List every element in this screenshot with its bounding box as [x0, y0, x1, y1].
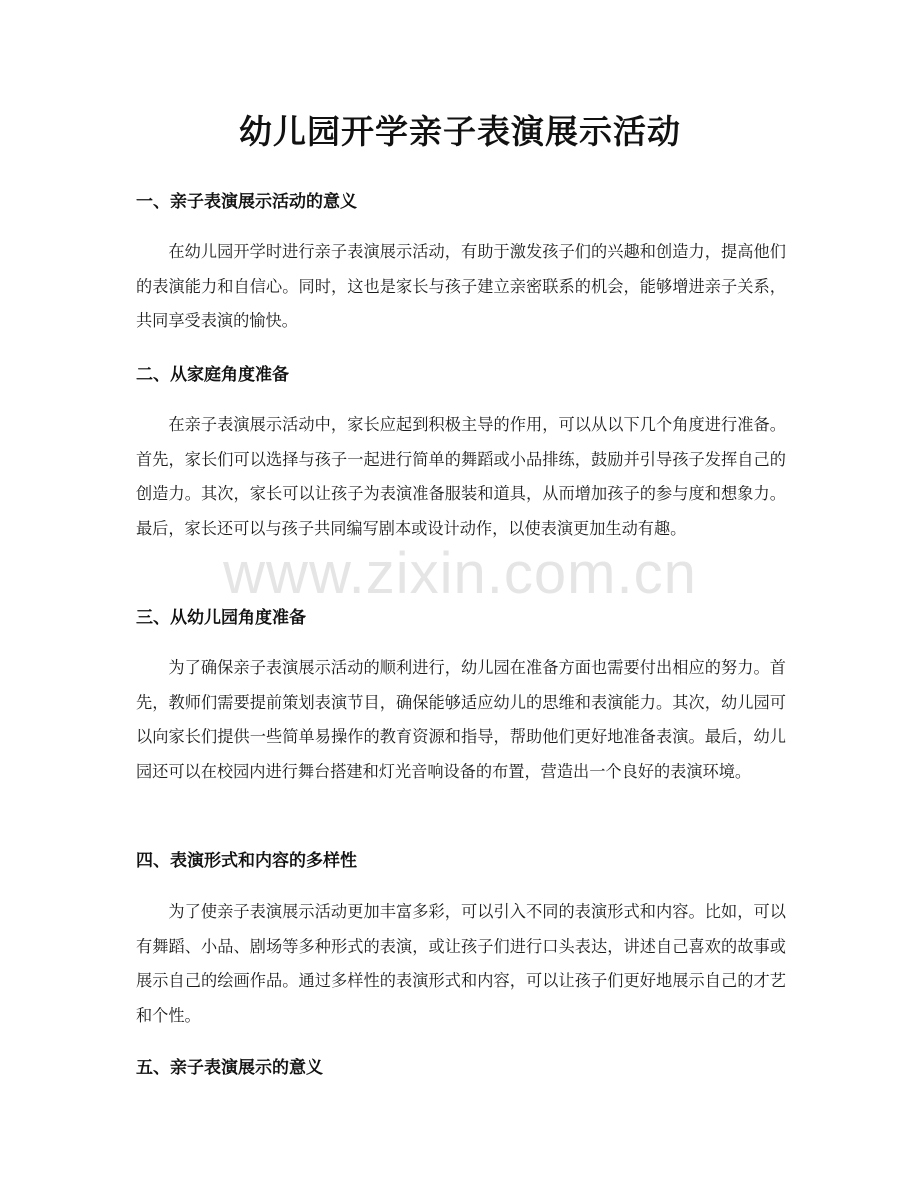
section-heading-5: 五、亲子表演展示的意义: [136, 1058, 323, 1078]
section-paragraph-4: 为了使亲子表演展示活动更加丰富多彩，可以引入不同的表演形式和内容。比如，可以有舞蹈、小品、剧场等多种形式的表演，或让孩子们进行口头表达，讲述自己喜欢的故事或展示自己的绘画作品。通过多样性的表演形式和内容，可以让孩子们更好地展示自己的才艺和个性。: [136, 902, 786, 1025]
section-paragraph-2: 在亲子表演展示活动中，家长应起到积极主导的作用，可以从以下几个角度进行准备。首先，家长们可以选择与孩子一起进行简单的舞蹈或小品排练，鼓励并引导孩子发挥自己的创造力。其次，家长可以让孩子为表演准备服装和道具，从而增加孩子的参与度和想象力。最后，家长还可以与孩子共同编写剧本或设计动作，以使表演更加生动有趣。: [136, 415, 786, 538]
section-heading-4: 四、表演形式和内容的多样性: [136, 851, 357, 871]
section-paragraph-3: 为了确保亲子表演展示活动的顺利进行，幼儿园在准备方面也需要付出相应的努力。首先，教师们需要提前策划表演节目，确保能够适应幼儿的思维和表演能力。其次，幼儿园可以向家长们提供一些简单易操作的教育资源和指导，帮助他们更好地准备表演。最后，幼儿园还可以在校园内进行舞台搭建和灯光音响设备的布置，营造出一个良好的表演环境。: [136, 658, 786, 781]
section-paragraph-1: 在幼儿园开学时进行亲子表演展示活动，有助于激发孩子们的兴趣和创造力，提高他们的表演能力和自信心。同时，这也是家长与孩子建立亲密联系的机会，能够增进亲子关系，共同享受表演的愉快。: [136, 242, 786, 330]
section-heading-1: 一、亲子表演展示活动的意义: [136, 192, 357, 212]
watermark: www.zixin.com.cn: [223, 541, 697, 606]
section-heading-3: 三、从幼儿园角度准备: [136, 608, 306, 628]
section-heading-2: 二、从家庭角度准备: [136, 365, 289, 385]
page-title: 幼儿园开学亲子表演展示活动: [239, 112, 681, 151]
